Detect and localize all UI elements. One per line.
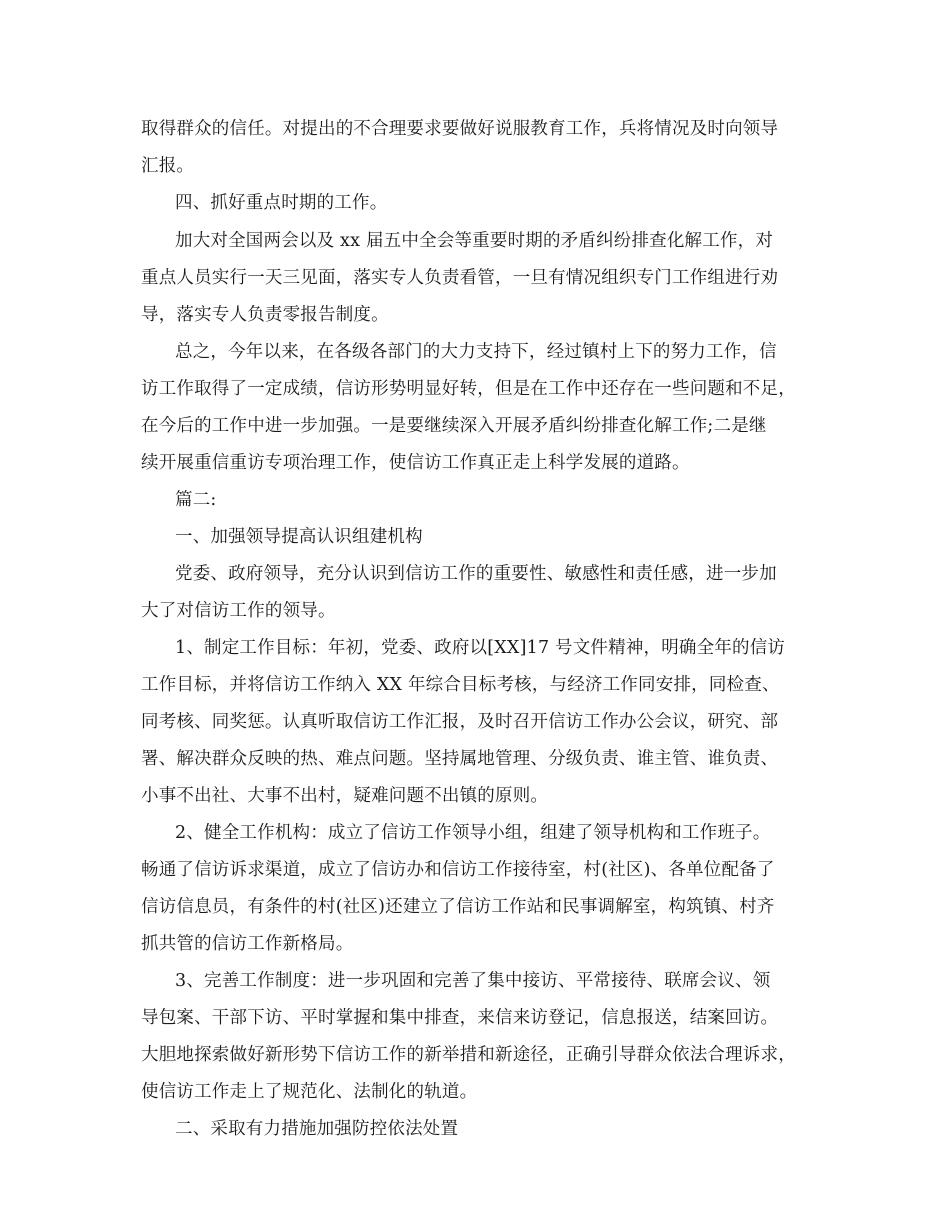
text-line: 使信访工作走上了规范化、法制化的轨道。 <box>141 1082 478 1102</box>
text-line: 总之，今年以来，在各级各部门的大力支持下，经过镇村上下的努力工作，信 <box>175 342 777 362</box>
text-line: 工作目标，并将信访工作纳入 XX 年综合目标考核，与经济工作同安排，同检查、 <box>141 675 780 695</box>
text-line: 导包案、干部下访、平时掌握和集中排查，来信来访登记，信息报送，结案回访。 <box>141 1008 779 1028</box>
text-line: 导，落实专人负责零报告制度。 <box>141 305 389 325</box>
text-line: 畅通了信访诉求渠道，成立了信访办和信访工作接待室，村(社区)、各单位配备了 <box>141 860 775 880</box>
text-line: 3、完善工作制度：进一步巩固和完善了集中接访、平常接待、联席会议、领 <box>175 971 771 991</box>
text-line: 汇报。 <box>141 156 195 176</box>
text-line: 同考核、同奖惩。认真听取信访工作汇报，及时召开信访工作办公会议，研究、部 <box>141 712 779 732</box>
text-line: 在今后的工作中进一步加强。一是要继续深入开展矛盾纠纷排查化解工作;二是继 <box>141 416 767 436</box>
section-heading: 四、抓好重点时期的工作。 <box>175 193 388 213</box>
text-line: 重点人员实行一天三见面，落实专人负责看管，一旦有情况组织专门工作组进行劝 <box>141 268 779 288</box>
text-line: 2、健全工作机构：成立了信访工作领导小组，组建了领导机构和工作班子。 <box>175 823 771 843</box>
text-line: 署、解决群众反映的热、难点问题。坚持属地管理、分级负责、谁主管、谁负责、 <box>141 749 779 769</box>
section-heading: 二、采取有力措施加强防控依法处置 <box>175 1119 459 1139</box>
text-line: 访工作取得了一定成绩，信访形势明显好转，但是在工作中还存在一些问题和不足， <box>141 379 796 399</box>
text-line: 信访信息员，有条件的村(社区)还建立了信访工作站和民事调解室，构筑镇、村齐 <box>141 897 775 917</box>
text-line: 1、制定工作目标：年初，党委、政府以[XX]17 号文件精神，明确全年的信访 <box>175 638 786 658</box>
text-line: 续开展重信重访专项治理工作，使信访工作真正走上科学发展的道路。 <box>141 453 690 473</box>
section-heading: 一、加强领导提高认识组建机构 <box>175 527 423 547</box>
text-line: 大胆地探索做好新形势下信访工作的新举措和新途径，正确引导群众依法合理诉求， <box>141 1045 796 1065</box>
text-line: 加大对全国两会以及 xx 届五中全会等重要时期的矛盾纠纷排查化解工作，对 <box>175 231 774 251</box>
section-heading: 篇二: <box>175 490 217 510</box>
text-line: 党委、政府领导，充分认识到信访工作的重要性、敏感性和责任感，进一步加 <box>175 564 777 584</box>
text-line: 大了对信访工作的领导。 <box>141 601 336 621</box>
text-line: 取得群众的信任。对提出的不合理要求要做好说服教育工作，兵将情况及时向领导 <box>141 119 779 139</box>
text-line: 抓共管的信访工作新格局。 <box>141 934 354 954</box>
text-line: 小事不出社、大事不出村，疑难问题不出镇的原则。 <box>141 786 549 806</box>
